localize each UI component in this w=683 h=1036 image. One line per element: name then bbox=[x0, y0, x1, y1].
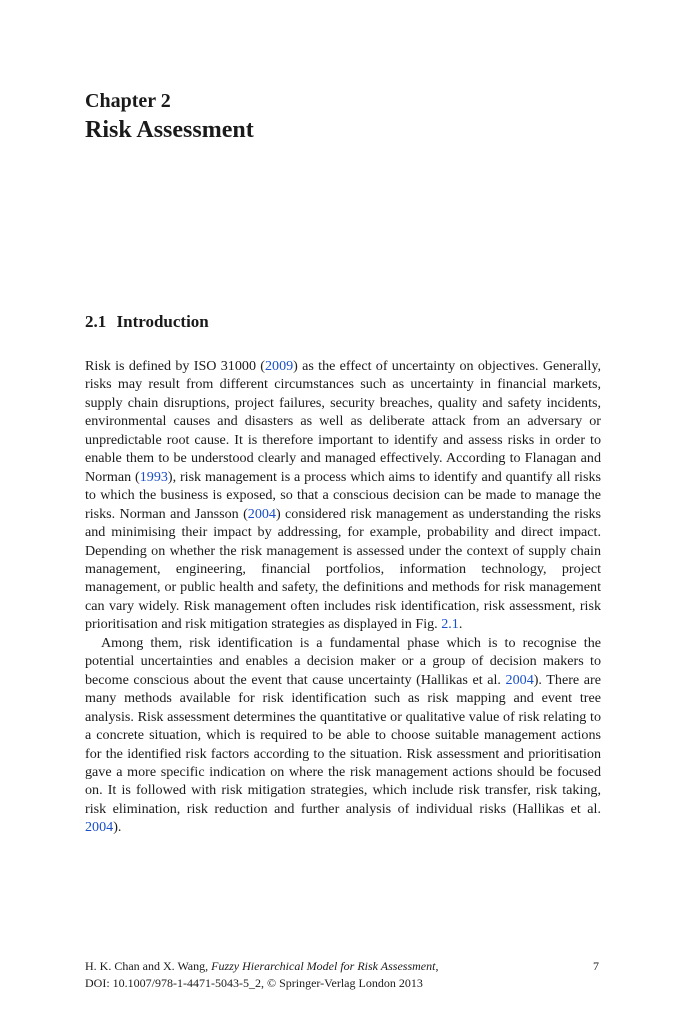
text-run: ). bbox=[113, 819, 122, 836]
text-run: Among them, risk identification is a fundamental phase which is to recognise the potential uncertainties and enables a decision maker or a group of decision makers to become conscious about the event that cause uncertainty (Hallikas et al. bbox=[85, 634, 601, 688]
text-run: Risk is defined by ISO 31000 ( bbox=[85, 358, 265, 374]
page-footer bbox=[85, 958, 601, 992]
text-run: ) as the effect of uncertainty on objectives. Generally, risks may result from different circumstances such as uncertainty in financial markets, supply chain disruptions, project failures, security breaches, quality and safety incidents, environmental causes and disasters as well as deliberate attack from an adversary or unpredictable root cause. It is therefore important to identify and assess risks in order to enable them to be understood clearly and managed effectively. According to Flanagan and Norman ( bbox=[85, 358, 601, 485]
paragraph-2 bbox=[85, 634, 601, 837]
citation-link[interactable]: 2009 bbox=[264, 358, 294, 374]
chapter-title: Risk Assessment bbox=[85, 117, 254, 143]
section-heading bbox=[85, 312, 209, 332]
citation-link[interactable]: 2004 bbox=[247, 505, 276, 522]
citation-link[interactable]: 1993 bbox=[139, 468, 168, 485]
text-run: ), risk management is a process which aims to identify and quantify all risks to which the business is exposed, so that a conscious decision can be made to manage the risks. Norman and Jansson ( bbox=[85, 468, 601, 522]
citation-link[interactable]: 2004 bbox=[505, 671, 534, 688]
body-text bbox=[85, 357, 601, 837]
text-run: . bbox=[458, 616, 463, 633]
text-run: ). There are many methods available for risk identification such as risk mapping and event tree analysis. Risk assessment determines the quantitative or qualitative value of risk relating to a concrete situation, which is required to be able to choose suitable management actions for the identified risk factors according to the situation. Risk assessment and prioritisation gave a more specific indication on where the risk management actions should be focused on. It is followed with risk mitigation strategies, which include risk transfer, risk taking, risk elimination, risk reduction and further analysis of individual risks (Hallikas et al. bbox=[85, 671, 601, 817]
paragraph-1 bbox=[85, 357, 601, 634]
footer-comma: , bbox=[435, 959, 439, 973]
citation-link[interactable]: 2004 bbox=[85, 819, 114, 836]
footer-citation bbox=[85, 958, 601, 975]
footer-authors: H. K. Chan and X. Wang, bbox=[85, 959, 212, 973]
page-number: 7 bbox=[593, 959, 599, 973]
text-run: ) considered risk management as understanding the risks and minimising their impact by addressing, for example, probability and direct impact. Depending on whether the risk management is assessed under the context of supply chain management, engineering, financial portfolios, information technology, project management, or public health and safety, the definitions and methods for risk management can vary widely. Risk management often includes risk identification, risk assessment, risk prioritisation and risk mitigation strategies as displayed in Fig. bbox=[85, 505, 601, 633]
section-title: Introduction bbox=[116, 312, 209, 331]
footer-book-title: Fuzzy Hierarchical Model for Risk Assessment bbox=[211, 959, 436, 973]
chapter-label: Chapter 2 bbox=[85, 90, 171, 112]
figure-link[interactable]: 2.1 bbox=[441, 616, 459, 633]
section-number: 2.1 bbox=[85, 312, 107, 331]
footer-doi: DOI: 10.1007/978-1-4471-5043-5_2, © Springer-Verlag London 2013 bbox=[85, 976, 423, 990]
